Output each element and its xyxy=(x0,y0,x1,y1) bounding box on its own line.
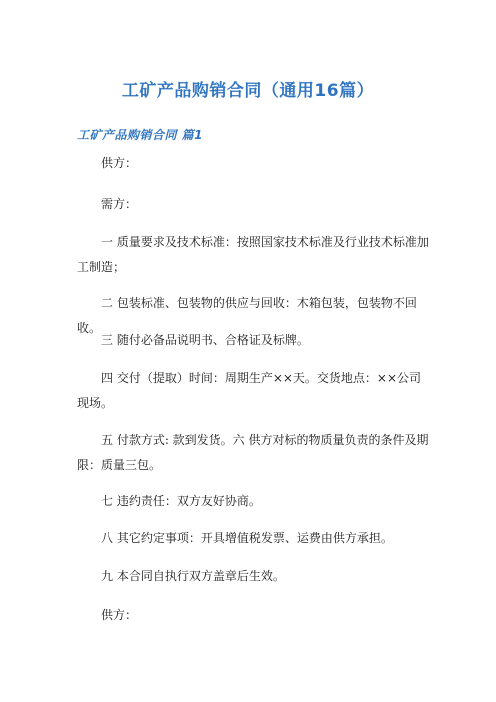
paragraph-text: 八 其它约定事项：开具增值税发票、运费由供方承担。 xyxy=(101,531,393,545)
paragraph-text: 五 付款方式: 款到发货。六 供方对标的物质量负责的条件及期限：质量三包。 xyxy=(77,433,429,472)
paragraph-clause-5-6 xyxy=(77,428,429,478)
paragraph-clause-7 xyxy=(77,489,429,514)
paragraph-supplier xyxy=(77,151,429,176)
paragraph-text: 供方： xyxy=(101,608,138,622)
paragraph-clause-3 xyxy=(77,328,429,353)
paragraph-text: 一 质量要求及技术标准：按照国家技术标准及行业技术标准加工制造； xyxy=(77,235,429,274)
paragraph-text: 三 随付必备品说明书、合格证及标牌。 xyxy=(101,333,309,347)
paragraph-text: 四 交付（提取）时间：周期生产××天。交货地点：××公司现场。 xyxy=(77,371,422,410)
paragraph-clause-4 xyxy=(77,366,429,416)
paragraph-text: 供方： xyxy=(101,156,138,170)
document-title: 工矿产品购销合同（通用16篇） xyxy=(121,81,375,101)
paragraph-text: 七 违约责任：双方友好协商。 xyxy=(101,494,261,508)
paragraph-buyer xyxy=(77,192,429,217)
paragraph-text: 九 本合同自执行双方盖章后生效。 xyxy=(101,569,285,583)
section-heading: 工矿产品购销合同 篇1 xyxy=(77,128,204,142)
paragraph-text: 需方： xyxy=(101,197,138,211)
paragraph-text: 二 包装标准、包装物的供应与回收：木箱包装，包装物不回收。 xyxy=(77,296,417,335)
paragraph-clause-8 xyxy=(77,526,429,551)
paragraph-clause-9 xyxy=(77,564,429,589)
paragraph-clause-1 xyxy=(77,230,429,280)
paragraph-supplier-signature xyxy=(77,603,429,628)
